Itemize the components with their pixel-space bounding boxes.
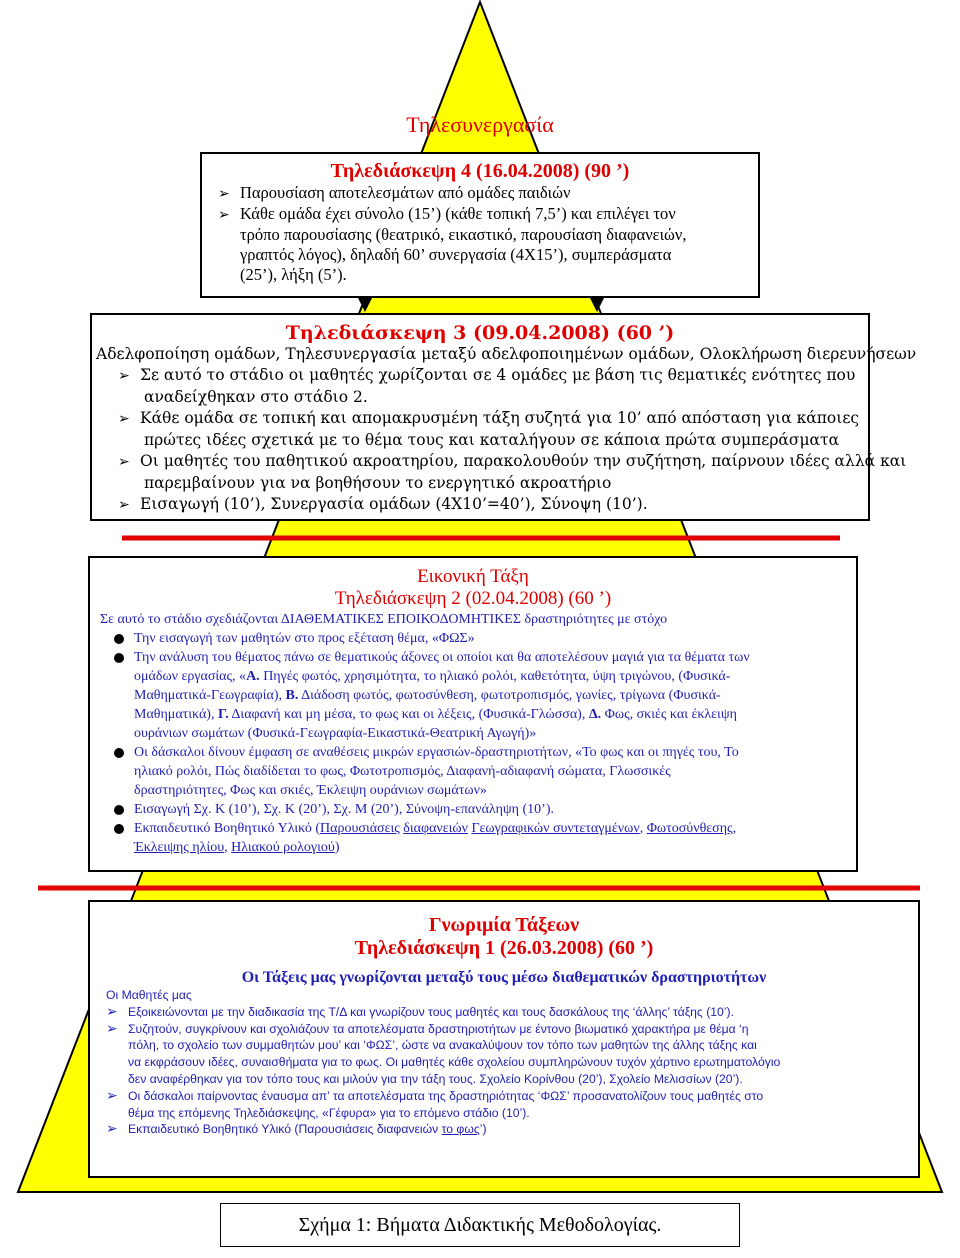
stage3-item-cont: πρώτες ιδέες σχετικά με το θέμα τους και καταλήγουν σε κάποια πρώτα συμπεράσματα <box>144 431 840 449</box>
stage4-item: ➢ Κάθε ομάδα έχει σύνολο (15’) (κάθε τοπική 7,5’) και επιλέγει τον <box>218 204 676 223</box>
link-eclipse[interactable]: Έκλειψης ηλίου <box>134 840 225 855</box>
stage2-item: Οι δάσκαλοι δίνουν έμφαση σε αναθέσεις μικρών εργασιών-δραστηριοτήτων, «Το φως και οι πηγές του, Το <box>100 743 856 762</box>
stage2-title1: Εικονική Τάξη <box>417 566 529 587</box>
stage4-item-cont: (25’), λήξη (5’). <box>240 265 347 284</box>
stage1-item-cont: δεν αναφέρθηκαν για τον τόπο τους και μιλούν για την τάξη τους. Σχολείο Κορίνθου (20’), Σχολείο Μελισσίων (20’). <box>128 1071 743 1086</box>
stage4-item-cont: τρόπο παρουσίασης (θεατρικό, εικαστικό, παρουσίαση διαφανειών, <box>240 225 687 244</box>
stage1-item-cont: πόλη, το σχολείο των συμμαθητών μου’ και ‘ΦΩΣ’, ώστε να ανακαλύψουν τον τόπο των μαθητών της άλλης τάξης και <box>128 1038 757 1053</box>
figure-caption-box <box>220 1203 740 1247</box>
figure-caption: Σχήμα 1: Βήματα Διδακτικής Μεθοδολογίας. <box>298 1214 662 1236</box>
stage2-item-cont: ομάδων εργασίας, «Α. Πηγές φωτός, χρησιμότητα, το ηλιακό ρολόι, καθετότητα, ύψη τριγώνου, (Φυσικά- <box>134 669 731 684</box>
stage2-item-cont: ουράνιων σωμάτων (Φυσικά-Γεωγραφία-Εικαστικά-Θεατρική Αγωγή)» <box>134 726 537 741</box>
stage2-item-cont: Έκλειψης ηλίου, Ηλιακού ρολογιού) <box>134 840 340 855</box>
stage2-item-cont: Μαθηματικά-Γεωγραφία), Β. Διάδοση φωτός, φωτοσύνθεση, φωτοτροπισμός, γωνίες, τρίγωνα (Φυσικά- <box>134 688 721 703</box>
stage2-item: Την ανάλυση του θέματος πάνω σε θεματικούς άξονες οι οποίοι και θα αποτελέσουν μαγιά για τα θέματα των <box>100 648 856 667</box>
stage2-item-cont: ηλιακό ρολόι, Πώς διαδίδεται το φως, Φωτοτροπισμός, Διαφανή-αδιαφανή σώματα, Γλωσσικές <box>134 764 671 779</box>
stage1-intro: Οι Μαθητές μας <box>106 988 192 1002</box>
header-title: Τηλεσυνεργασία <box>406 112 554 137</box>
stage1-subtitle: Οι Τάξεις μας γνωρίζονται μεταξύ τους μέσω διαθεματικών δραστηριοτήτων <box>241 969 767 986</box>
link-slides[interactable]: διαφανειών <box>403 821 468 836</box>
stage3-item-cont: αναδείχθηκαν στο στάδιο 2. <box>144 388 368 406</box>
stage1-item: ➢ Εξοικειώνονται με την διαδικασία της Τ/Δ και γνωρίζουν τους μαθητές και τους δασκάλους της ‘άλλης’ τάξης (10’). <box>106 1003 734 1020</box>
stage2-title2: Τηλεδιάσκεψη 2 (02.04.2008) (60 ’) <box>334 588 612 609</box>
stage4-title: Τηλεδιάσκεψη 4 (16.04.2008) (90 ’) <box>330 160 630 182</box>
stage3-item-cont: παρεμβαίνουν για να βοηθήσουν το ενεργητικό ακροατήριο <box>144 474 612 492</box>
stage1-item: ➢ Συζητούν, συγκρίνουν και σχολιάζουν τα αποτελέσματα δραστηριοτήτων με έντονο βιωματικό χαρακτήρα με θέμα ‘η <box>106 1020 749 1037</box>
link-sundial[interactable]: Ηλιακού ρολογιού <box>231 840 335 855</box>
stage2-item: Εκπαιδευτικό Βοηθητικό Υλικό (Παρουσιάσεις διαφανειών Γεωγραφικών συντεταγμένων, Φωτοσύνθεσης, <box>100 819 856 838</box>
stage1-title2: Τηλεδιάσκεψη 1 (26.03.2008) (60 ’) <box>354 937 654 959</box>
stage3-item: ➢ Σε αυτό το στάδιο οι μαθητές χωρίζονται σε 4 ομάδες με βάση τις θεματικές ενότητες που <box>118 366 856 384</box>
stage2-item: Εισαγωγή Σχ. Κ (10’), Σχ. Κ (20’), Σχ. Μ (20’), Σύνοψη-επανάληψη (10’). <box>100 800 856 819</box>
stage4-box <box>200 152 760 298</box>
stage1-item: ➢ Οι δάσκαλοι παίρνοντας έναυσμα απ’ τα αποτελέσματα της δραστηριότητας ‘ΦΩΣ’ προσανατολίζουν τους μαθητές στο <box>106 1087 764 1104</box>
stage2-item: Την εισαγωγή των μαθητών στο προς εξέταση θέμα, «ΦΩΣ» <box>100 629 856 648</box>
stage1-title1: Γνωριμία Τάξεων <box>428 914 580 936</box>
stage3-item: ➢ Οι μαθητές του παθητικού ακροατηρίου, παρακολουθούν την συζήτηση, παίρνουν ιδέες αλλά και <box>118 452 907 470</box>
stage1-item-cont: θέμα της επόμενης Τηλεδιάσκεψης, «Γέφυρα» για το επόμενο στάδιο (10’). <box>128 1105 530 1120</box>
stage2-item-cont: δραστηριότητες, Φως και σκιές, Έκλειψη ουράνιων σωμάτων» <box>134 783 487 798</box>
stage1-item: ➢ Εκπαιδευτικό Βοηθητικό Υλικό (Παρουσιάσεις διαφανειών το φως’) <box>106 1121 487 1138</box>
stage1-item-cont: να εκφράσουν ιδέες, συναισθήματα για το φως. Οι μαθητές κάθε σχολείου συμπληρώνουν τυχόν χάρτινο ερωτηματολόγιο <box>128 1055 781 1070</box>
stage3-item: ➢ Κάθε ομάδα σε τοπική και απομακρυσμένη τάξη συζητά για 10’ από απόσταση για κάποιες <box>118 409 860 427</box>
stage1-box <box>88 900 920 1178</box>
stage2-intro: Σε αυτό το στάδιο σχεδιάζονται ΔΙΑΘΕΜΑΤΙΚΕΣ ΕΠΟΙΚΟΔΟΜΗΤΙΚΕΣ δραστηριότητες με στόχο <box>100 612 668 627</box>
link-coordinates[interactable]: Γεωγραφικών συντεταγμένων <box>471 821 640 836</box>
stage2-item-cont: Μαθηματικά), Γ. Διαφανή και μη μέσα, το φως και οι λέξεις, (Φυσικά-Γλώσσα), Δ. Φως, σκιές και έκλειψη <box>134 707 737 722</box>
stage3-title: Τηλεδιάσκεψη 3 (09.04.2008) (60 ’) <box>285 322 675 344</box>
stage3-item: ➢ Εισαγωγή (10’), Συνεργασία ομάδων (4Χ10’=40’), Σύνοψη (10’). <box>118 495 648 513</box>
stage3-box <box>90 313 917 521</box>
link-presentations[interactable]: Παρουσιάσεις <box>320 821 400 836</box>
stage3-intro: Αδελφοποίηση ομάδων, Τηλεσυνεργασία μεταξύ αδελφοποιημένων ομάδων, Ολοκλήρωση διερευνήσεων <box>96 345 917 363</box>
stage4-item-cont: γραπτός λόγος), δηλαδή 60’ συνεργασία (4Χ15’), συμπεράσματα <box>240 245 672 264</box>
link-light[interactable]: το φως <box>441 1122 480 1137</box>
stage2-box <box>88 556 858 872</box>
link-photosynthesis[interactable]: Φωτοσύνθεσης <box>646 821 733 836</box>
stage4-item: ➢ Παρουσίαση αποτελεσμάτων από ομάδες παιδιών <box>218 183 571 202</box>
